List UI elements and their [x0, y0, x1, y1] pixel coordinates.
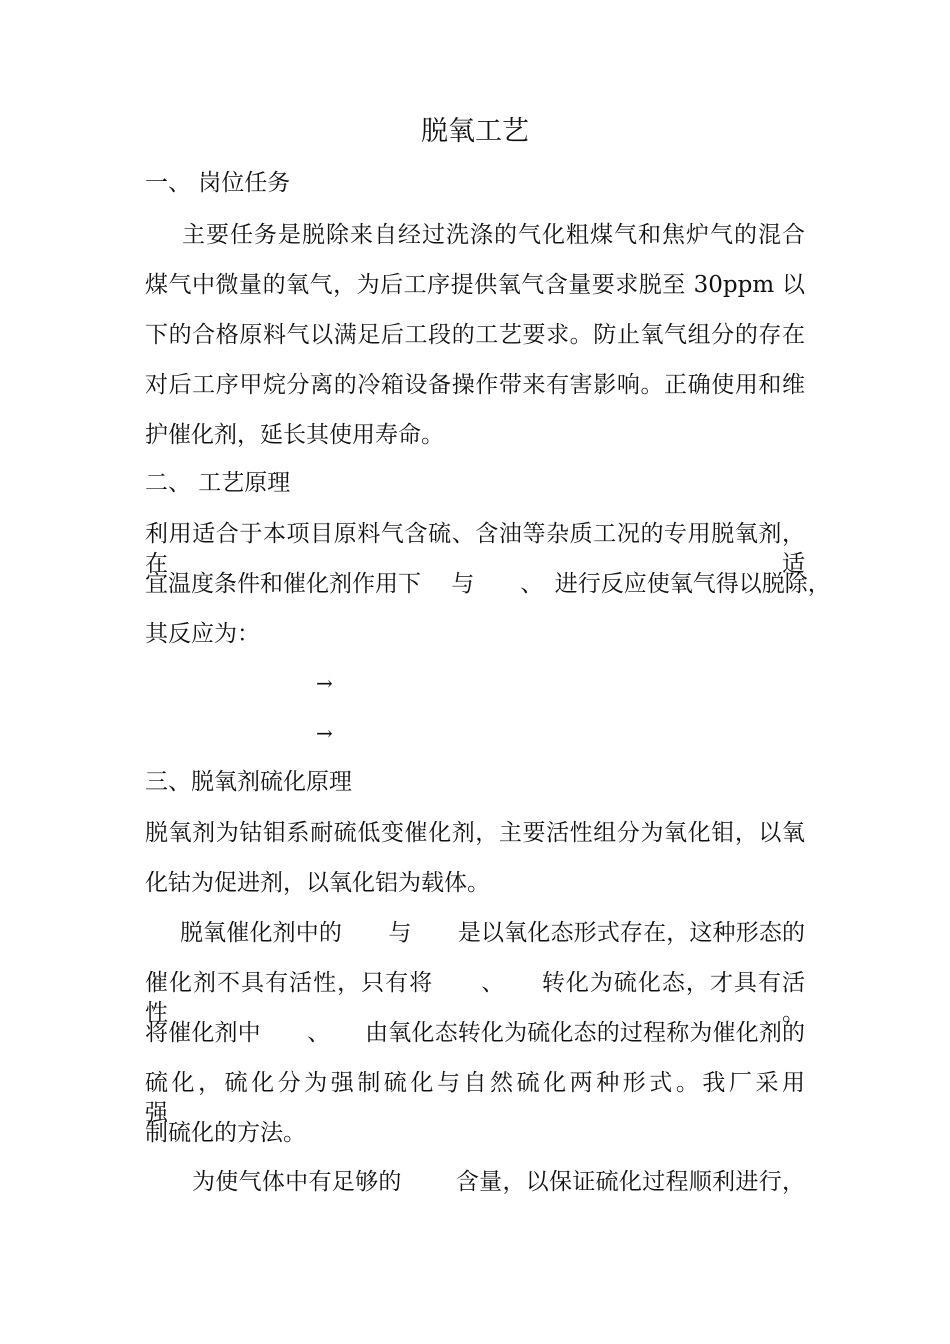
section-heading-2: 二、 工艺原理: [145, 470, 291, 496]
paragraph-line: 将催化剂中 、 由氧化态转化为硫化态的过程称为催化剂的: [145, 1020, 805, 1046]
paragraph-line: 主要任务是脱除来自经过洗涤的气化粗煤气和焦炉气的混合: [182, 222, 805, 248]
section-heading-3: 三、脱氧剂硫化原理: [145, 769, 352, 795]
section-heading-1: 一、 岗位任务: [145, 170, 291, 196]
paragraph-line: 化钴为促进剂，以氧化铝为载体。: [145, 870, 490, 896]
paragraph-line: 硫化，硫化分为强制硫化与自然硫化两种形式。我厂采用 强: [145, 1070, 874, 1126]
paragraph-line: 脱氧剂为钴钼系耐硫低变催化剂，主要活性组分为氧化钼，以氧: [145, 820, 805, 846]
reaction-arrow-2: →: [316, 721, 333, 745]
paragraph-line: 催化剂不具有活性，只有将 、 转化为硫化态，才具有活性。: [145, 970, 805, 1026]
paragraph-line: 为使气体中有足够的 含量，以保证硫化过程顺利进行，: [192, 1169, 805, 1195]
page-title: 脱氧工艺: [421, 116, 529, 147]
paragraph-line: 护催化剂，延长其使用寿命。: [145, 422, 444, 448]
paragraph-line: 煤气中微量的氧气，为后工序提供氧气含量要求脱至 30ppm 以: [145, 272, 805, 298]
paragraph-line: 制硫化的方法。: [145, 1120, 306, 1146]
paragraph-line: 下的合格原料气以满足后工段的工艺要求。防止氧气组分的存在: [145, 322, 805, 348]
reaction-arrow-1: →: [316, 671, 333, 695]
paragraph-line: 利用适合于本项目原料气含硫、含油等杂质工况的专用脱氧剂，在适: [145, 521, 805, 577]
paragraph-line: 其反应为：: [145, 621, 260, 647]
paragraph-line: 脱氧催化剂中的 与 是以氧化态形式存在，这种形态的: [180, 920, 805, 946]
paragraph-line: 宜温度条件和催化剂作用下 与 、 进行反应使氧气得以脱除，: [145, 571, 831, 597]
paragraph-line: 对后工序甲烷分离的冷箱设备操作带来有害影响。正确使用和维: [145, 372, 805, 398]
